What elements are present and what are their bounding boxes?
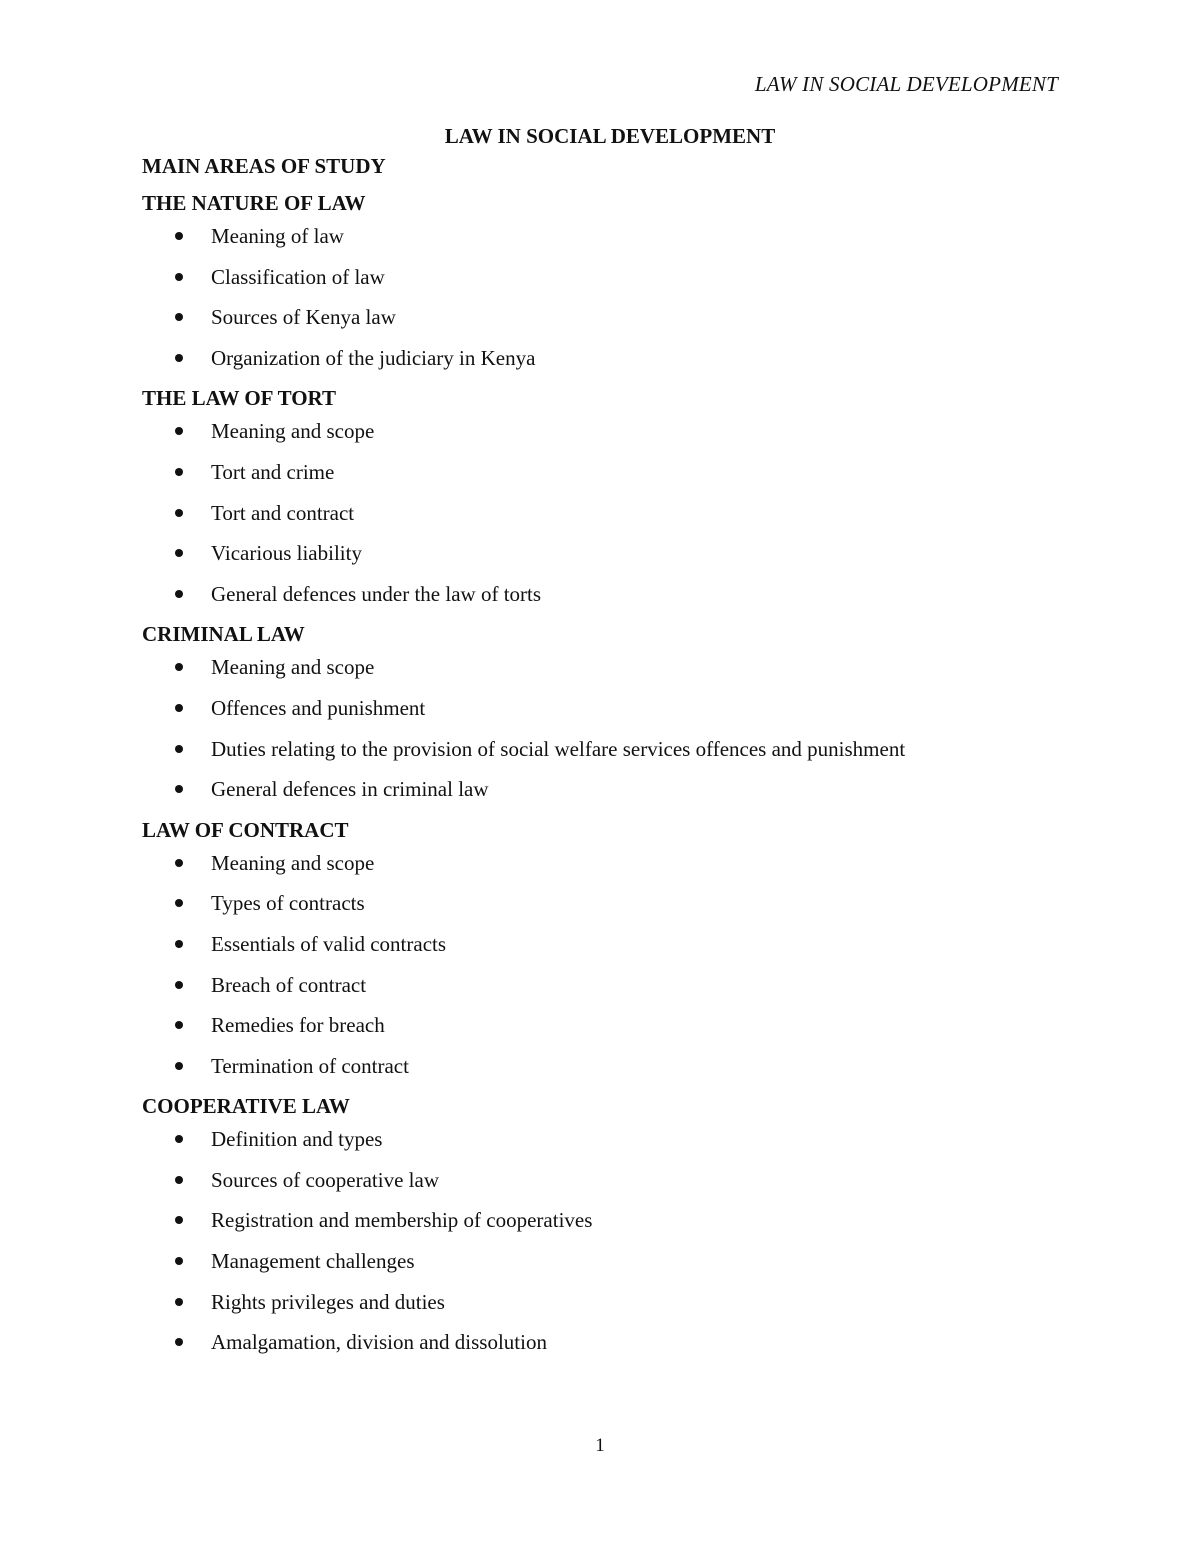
running-header: LAW IN SOCIAL DEVELOPMENT xyxy=(754,72,1058,96)
list-item-text: Meaning and scope xyxy=(211,655,375,680)
list-item xyxy=(142,581,1102,607)
list-item-text: Sources of cooperative law xyxy=(211,1167,439,1192)
list-item-text: Breach of contract xyxy=(211,972,367,997)
section-criminal-law xyxy=(142,621,1102,802)
bullet-icon xyxy=(175,785,183,793)
bullet-icon xyxy=(175,1021,183,1029)
list-item xyxy=(142,972,1102,998)
bullet-icon xyxy=(175,940,183,948)
bullet-icon xyxy=(175,509,183,517)
list-item xyxy=(142,1329,1102,1355)
list-item-text: Duties relating to the provision of social welfare services offences and punishment xyxy=(211,736,906,761)
bullet-icon xyxy=(175,1135,183,1143)
bullet-icon xyxy=(175,859,183,867)
section-heading: COOPERATIVE LAW xyxy=(142,1094,350,1119)
list-item-text: Remedies for breach xyxy=(211,1013,385,1038)
list-item-text: Rights privileges and duties xyxy=(211,1289,445,1314)
bullet-icon xyxy=(175,590,183,598)
list-item xyxy=(142,695,1102,721)
list-item xyxy=(142,1248,1102,1274)
bullet-list xyxy=(142,1126,1102,1355)
bullet-icon xyxy=(175,1062,183,1070)
list-item xyxy=(142,1126,1102,1152)
list-item-text: Types of contracts xyxy=(211,891,365,916)
list-item xyxy=(142,890,1102,916)
list-item-text: Vicarious liability xyxy=(211,541,362,566)
document-title: LAW IN SOCIAL DEVELOPMENT xyxy=(444,124,776,148)
bullet-icon xyxy=(175,1257,183,1265)
list-item-text: Termination of contract xyxy=(211,1053,409,1078)
bullet-icon xyxy=(175,427,183,435)
list-item xyxy=(142,1012,1102,1038)
section-law-of-tort xyxy=(142,385,1102,606)
list-item xyxy=(142,776,1102,802)
list-item-text: Tort and crime xyxy=(211,459,335,484)
bullet-icon xyxy=(175,232,183,240)
bullet-icon xyxy=(175,549,183,557)
list-item-text: Organization of the judiciary in Kenya xyxy=(211,345,536,370)
list-item-text: Tort and contract xyxy=(211,500,355,525)
list-item xyxy=(142,459,1102,485)
document-content xyxy=(142,153,1102,1370)
section-heading: THE NATURE OF LAW xyxy=(142,191,366,215)
section-heading: THE LAW OF TORT xyxy=(142,386,336,411)
list-item xyxy=(142,264,1102,290)
list-item xyxy=(142,418,1102,444)
section-nature-of-law xyxy=(142,190,1102,371)
bullet-list xyxy=(142,654,1102,802)
list-item-text: Amalgamation, division and dissolution xyxy=(211,1330,547,1355)
bullet-icon xyxy=(175,468,183,476)
list-item xyxy=(142,500,1102,526)
list-item xyxy=(142,1207,1102,1233)
list-item-text: Sources of Kenya law xyxy=(211,305,396,330)
section-law-of-contract xyxy=(142,817,1102,1079)
bullet-icon xyxy=(175,899,183,907)
bullet-icon xyxy=(175,1298,183,1306)
list-item xyxy=(142,654,1102,680)
list-item xyxy=(142,540,1102,566)
section-heading: LAW OF CONTRACT xyxy=(142,817,349,842)
bullet-icon xyxy=(175,1338,183,1346)
list-item-text: Registration and membership of cooperatives xyxy=(211,1208,593,1233)
list-item-text: Meaning and scope xyxy=(211,850,375,875)
list-item xyxy=(142,304,1102,330)
document-subtitle: MAIN AREAS OF STUDY xyxy=(142,154,386,178)
bullet-icon xyxy=(175,745,183,753)
bullet-icon xyxy=(175,313,183,321)
bullet-icon xyxy=(175,663,183,671)
bullet-icon xyxy=(175,354,183,362)
bullet-list xyxy=(142,418,1102,606)
bullet-icon xyxy=(175,1216,183,1224)
section-cooperative-law xyxy=(142,1093,1102,1355)
bullet-icon xyxy=(175,1176,183,1184)
list-item-text: Classification of law xyxy=(211,264,385,289)
bullet-icon xyxy=(175,273,183,281)
list-item xyxy=(142,931,1102,957)
list-item-text: General defences in criminal law xyxy=(211,777,489,802)
page-number: 1 xyxy=(595,1435,605,1456)
list-item-text: Management challenges xyxy=(211,1249,415,1274)
list-item xyxy=(142,850,1102,876)
section-heading: CRIMINAL LAW xyxy=(142,622,305,647)
bullet-icon xyxy=(175,704,183,712)
list-item-text: General defences under the law of torts xyxy=(211,581,542,606)
list-item xyxy=(142,1053,1102,1079)
bullet-list xyxy=(142,223,1102,371)
list-item xyxy=(142,736,1102,762)
list-item-text: Offences and punishment xyxy=(211,695,426,720)
list-item xyxy=(142,223,1102,249)
list-item-text: Definition and types xyxy=(211,1127,383,1152)
list-item-text: Meaning of law xyxy=(211,224,344,248)
list-item xyxy=(142,345,1102,371)
bullet-icon xyxy=(175,981,183,989)
list-item-text: Meaning and scope xyxy=(211,419,375,444)
list-item-text: Essentials of valid contracts xyxy=(211,931,447,956)
list-item xyxy=(142,1167,1102,1193)
list-item xyxy=(142,1289,1102,1315)
bullet-list xyxy=(142,850,1102,1079)
